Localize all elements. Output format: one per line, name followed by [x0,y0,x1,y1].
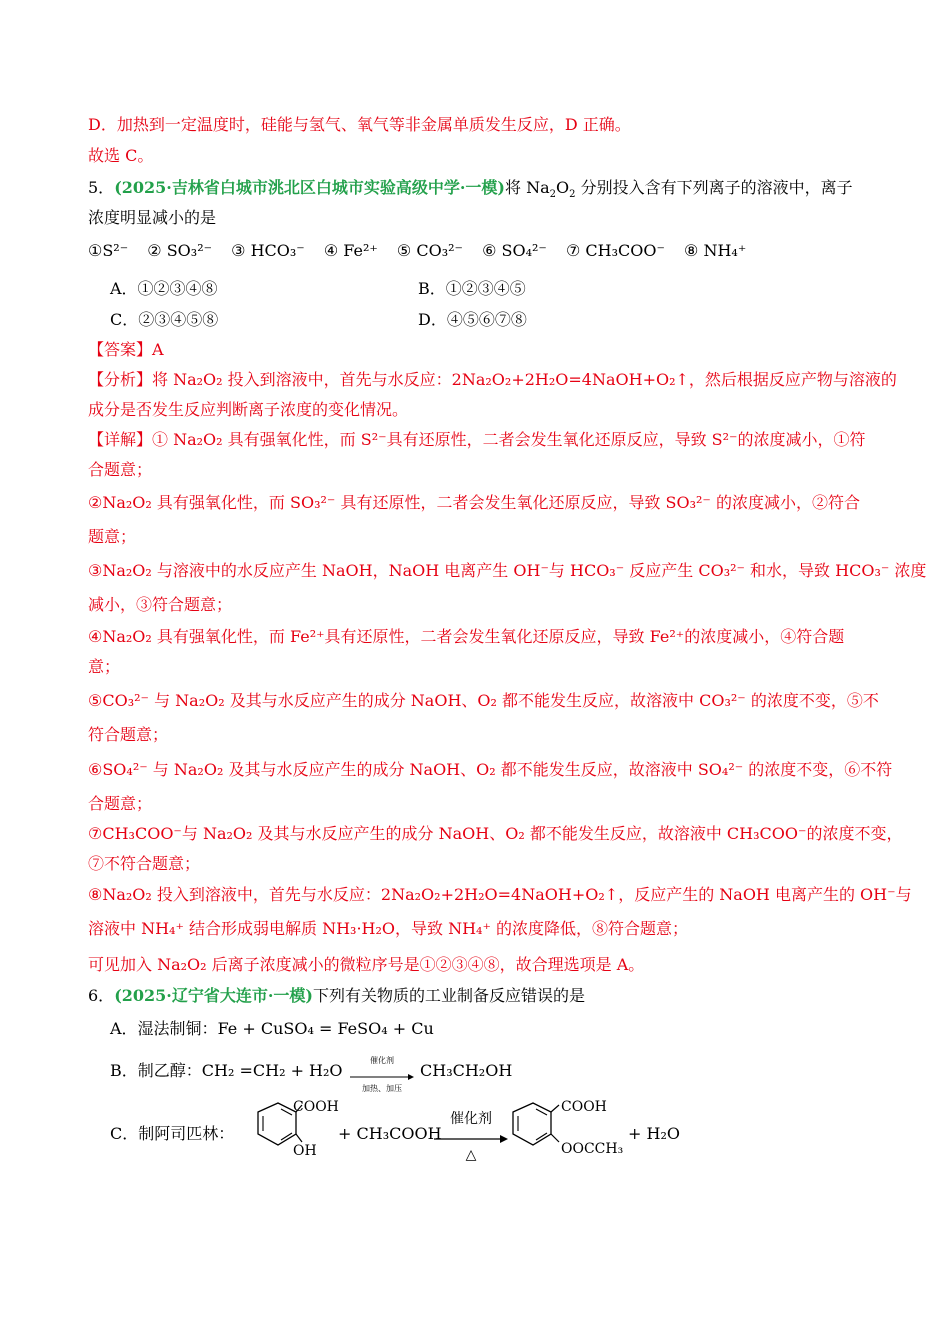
q6-stem-text: 下列有关物质的工业制备反应错误的是 [313,986,586,1005]
r1-oh: OH [293,1143,317,1159]
q5-detail-1a: 【详解】① Na₂O₂ 具有强氧化性，而 S²⁻具有还原性，二者会发生氧化还原反应，导致 S²⁻的浓度减小，①符 [88,430,866,449]
q6-c-arrow [434,1110,508,1163]
q5-option-c: C．②③④⑤⑧ [110,310,219,329]
q5-detail-3a: ③Na₂O₂ 与溶液中的水反应产生 NaOH，NaOH 电离产生 OH⁻与 HCO₃⁻ 反应产生 CO₃²⁻ 和水，导致 HCO₃⁻ 浓度 [88,561,927,580]
q5-detail-4b: 意； [88,657,121,676]
q5-analysis-1: 【分析】将 Na₂O₂ 投入到溶液中，首先与水反应：2Na₂O₂+2H₂O=4NaOH+O₂↑，然后根据反应产物与溶液的 [88,370,897,389]
q5-conclusion: 可见加入 Na₂O₂ 后离子浓度减小的微粒序号是①②③④⑧，故合理选项是 A。 [88,955,645,974]
q5-option-b: B．①②③④⑤ [418,279,526,298]
q6-a-equation: Fe + CuSO₄ = FeSO₄ + Cu [217,1019,434,1038]
q5-number: 5． [88,178,115,197]
q6-option-b [110,1060,343,1082]
q6-c-plus2: + H₂O [628,1124,680,1143]
q6-c-plus1: + CH₃COOH [338,1124,442,1143]
q6-source: (2025·辽宁省大连市·一模) [114,986,314,1005]
q5-detail-5b: 符合题意； [88,725,169,744]
ion-7: ⑦ CH₃COO⁻ [565,241,665,260]
q6-b-cond-top: 催化剂 [370,1056,394,1065]
q6-b-label: B．制乙醇： [110,1061,202,1080]
prev-option-d: D．加热到一定温度时，硅能与氢气、氧气等非金属单质发生反应，D 正确。 [88,115,631,134]
q6-number: 6． [88,986,115,1005]
q5-ion-list [88,240,760,262]
q5-detail-6b: 合题意； [88,794,153,813]
ion-3: ③ HCO₃⁻ [231,241,305,260]
q5-detail-6a: ⑥SO₄²⁻ 与 Na₂O₂ 及其与水反应产生的成分 NaOH、O₂ 都不能发生反应，故溶液中 SO₄²⁻ 的浓度不变，⑥不符 [88,760,893,779]
salicylic-acid-structure [238,1095,348,1165]
q6-c-label: C．制阿司匹林： [110,1124,235,1143]
q5-option-a: A．①②③④⑧ [110,279,218,298]
ion-8: ⑧ NH₄⁺ [684,241,747,260]
p-cooh: COOH [561,1099,607,1115]
q5-detail-4a: ④Na₂O₂ 具有强氧化性，而 Fe²⁺具有还原性，二者会发生氧化还原反应，导致 Fe²⁺的浓度减小，④符合题 [88,627,845,646]
q5-detail-8a: ⑧Na₂O₂ 投入到溶液中，首先与水反应：2Na₂O₂+2H₂O=4NaOH+O₂↑，反应产生的 NaOH 电离产生的 OH⁻与 [88,885,912,904]
ion-5: ⑤ CO₃²⁻ [396,241,463,260]
q5-source: (2025·吉林省白城市洮北区白城市实验高级中学·一模) [114,178,506,197]
aspirin-structure [505,1095,635,1165]
q5-detail-3b: 减小，③符合题意； [88,595,233,614]
q6-b-right: CH₃CH₂OH [420,1061,513,1080]
q6-c-cond-bottom: △ [465,1147,477,1163]
q5-detail-5a: ⑤CO₃²⁻ 与 Na₂O₂ 及其与水反应产生的成分 NaOH、O₂ 都不能发生反应，故溶液中 CO₃²⁻ 的浓度不变，⑤不 [88,691,879,710]
q5-stem: 5．(2025·吉林省白城市洮北区白城市实验高级中学·一模)将 $Na_2O_2$ 分别投入含有下列离子的溶液中，离子 [88,178,853,201]
ion-1: ①S²⁻ [88,241,129,260]
ion-2: ② SO₃²⁻ [147,241,213,260]
q6-b-cond-bottom: 加热、加压 [362,1084,402,1093]
arrow-icon [434,1135,508,1143]
q5-stem-line2: 浓度明显减小的是 [88,208,217,227]
q5-option-d: D．④⑤⑥⑦⑧ [418,310,527,329]
q5-stem-a: 将 Na [505,178,550,197]
q5-stem-b: O [556,178,570,197]
q5-detail-2a: ②Na₂O₂ 具有强氧化性，而 SO₃²⁻ 具有还原性，二者会发生氧化还原反应，导致 SO₃²⁻ 的浓度减小，②符合 [88,493,860,512]
p-ooc: OOCCH₃ [561,1141,624,1157]
q6-option-a [110,1018,434,1040]
q6-a-label: A．湿法制铜： [110,1019,218,1038]
q5-detail-7a: ⑦CH₃COO⁻与 Na₂O₂ 及其与水反应产生的成分 NaOH、O₂ 都不能发生反应，故溶液中 CH₃COO⁻的浓度不变， [88,824,903,843]
q5-detail-2b: 题意； [88,527,137,546]
arrow-icon [350,1074,414,1080]
q5-detail-8b: 溶液中 NH₄⁺ 结合形成弱电解质 NH₃·H₂O，导致 NH₄⁺ 的浓度降低，⑧符合题意； [88,919,688,938]
ion-4: ④ Fe²⁺ [323,241,378,260]
q6-b-arrow [350,1056,414,1093]
q5-stem-c: 分别投入含有下列离子的溶液中，离子 [580,178,853,197]
q5-detail-1b: 合题意； [88,460,153,479]
q6-b-left: CH₂ =CH₂ + H₂O [201,1061,343,1080]
q5-answer: 【答案】A [88,340,164,359]
prev-answer: 故选 C。 [88,146,154,165]
q5-detail-7b: ⑦不符合题意； [88,854,201,873]
r1-cooh: COOH [293,1099,339,1115]
q6-c-cond-top: 催化剂 [450,1111,492,1127]
q6-stem [88,985,585,1007]
ion-6: ⑥ SO₄²⁻ [482,241,547,260]
q5-analysis-2: 成分是否发生反应判断离子浓度的变化情况。 [88,400,409,419]
